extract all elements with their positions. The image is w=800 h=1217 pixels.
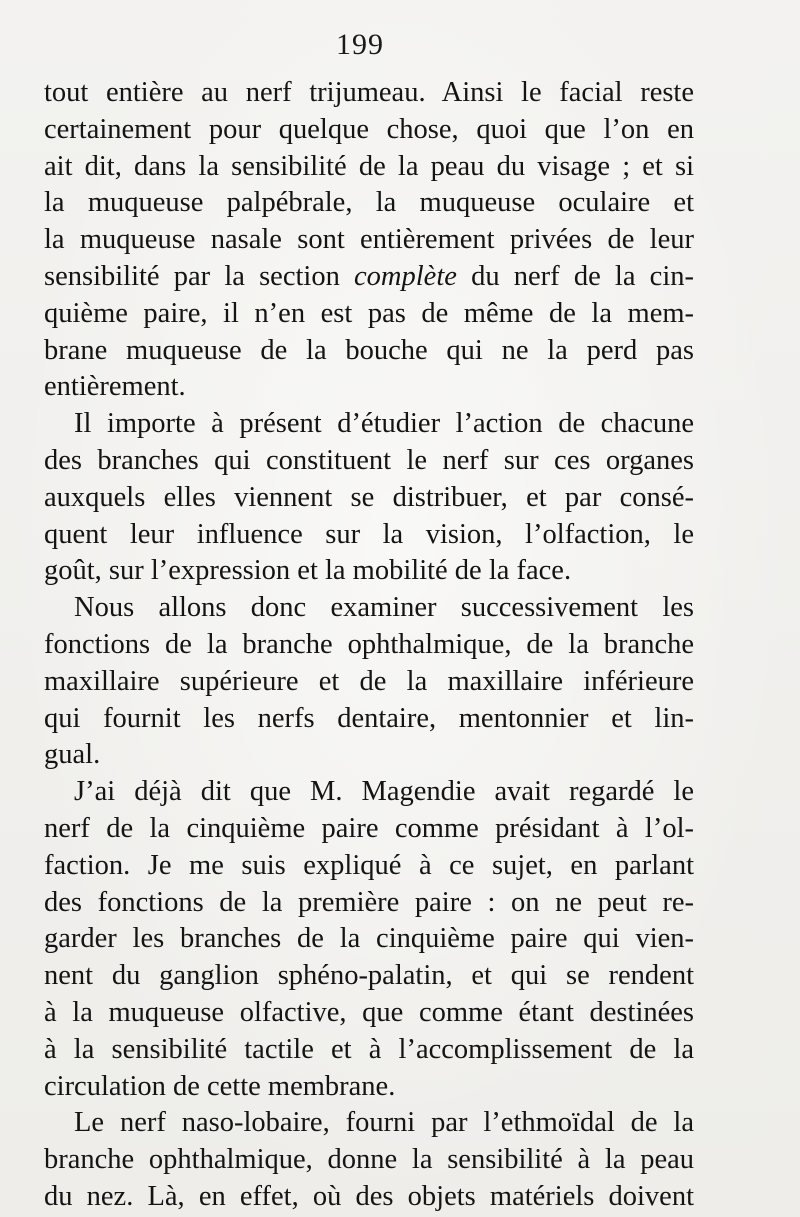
text-line: la muqueuse nasale sont entièrement privées de leur <box>44 224 694 256</box>
text-line: ait dit, dans la sensibilité de la peau du visage ; et si <box>44 150 694 182</box>
paragraph <box>44 590 694 774</box>
text-line: fonctions de la branche ophthalmique, de la branche <box>44 628 694 660</box>
paragraph <box>44 75 694 406</box>
text-line: quent leur influence sur la vision, l’olfaction, le <box>44 518 694 550</box>
text-line: branche ophthalmique, donne la sensibilité à la peau <box>44 1144 694 1176</box>
text-line: qui fournit les nerfs dentaire, mentonnier et lin- <box>44 702 694 734</box>
paragraph <box>44 1105 694 1215</box>
text-line: des fonctions de la première paire : on ne peut re- <box>44 886 694 918</box>
text-line: à la muqueuse olfactive, que comme étant destinées <box>44 996 694 1028</box>
text-line: nent du ganglion sphéno-palatin, et qui se rendent <box>44 960 694 992</box>
text-line: auxquels elles viennent se distribuer, et par consé- <box>44 481 694 513</box>
paragraph <box>44 406 694 590</box>
text-line-with-italic: sensibilité par la section complète du nerf de la cin- <box>44 260 694 292</box>
text-line: faction. Je me suis expliqué à ce sujet, en parlant <box>44 849 694 881</box>
text-line: Nous allons donc examiner successivement les <box>74 592 694 624</box>
paragraph <box>44 774 694 1105</box>
text-line: certainement pour quelque chose, quoi que l’on en <box>44 113 694 145</box>
text-line: quième paire, il n’en est pas de même de la mem- <box>44 297 694 329</box>
text-line: entièrement. <box>44 371 186 403</box>
page-text <box>44 75 694 1216</box>
text-line: brane muqueuse de la bouche qui ne la perd pas <box>44 334 694 366</box>
text-line: Il importe à présent d’étudier l’action de chacune <box>74 408 694 440</box>
page-number: 199 <box>336 28 384 61</box>
text-line: maxillaire supérieure et de la maxillaire inférieure <box>44 665 694 697</box>
text-line: circulation de cette membrane. <box>44 1070 396 1102</box>
text-line: goût, sur l’expression et la mobilité de la face. <box>44 555 572 587</box>
text-line: J’ai déjà dit que M. Magendie avait regardé le <box>74 776 694 808</box>
text-line: à la sensibilité tactile et à l’accomplissement de la <box>44 1033 694 1065</box>
text-line: des branches qui constituent le nerf sur ces organes <box>44 444 694 476</box>
text-line: Le nerf naso-lobaire, fourni par l’ethmoïdal de la <box>74 1107 694 1139</box>
text-line: gual. <box>44 739 101 771</box>
text-line: tout entière au nerf trijumeau. Ainsi le facial reste <box>44 77 694 108</box>
text-line: garder les branches de la cinquième paire qui vien- <box>44 923 694 955</box>
text-line: la muqueuse palpébrale, la muqueuse oculaire et <box>44 187 694 219</box>
text-line: du nez. Là, en effet, où des objets matériels doivent <box>44 1180 694 1212</box>
text-line: nerf de la cinquième paire comme présidant à l’ol- <box>44 812 694 844</box>
italic-word: complète <box>354 260 457 292</box>
